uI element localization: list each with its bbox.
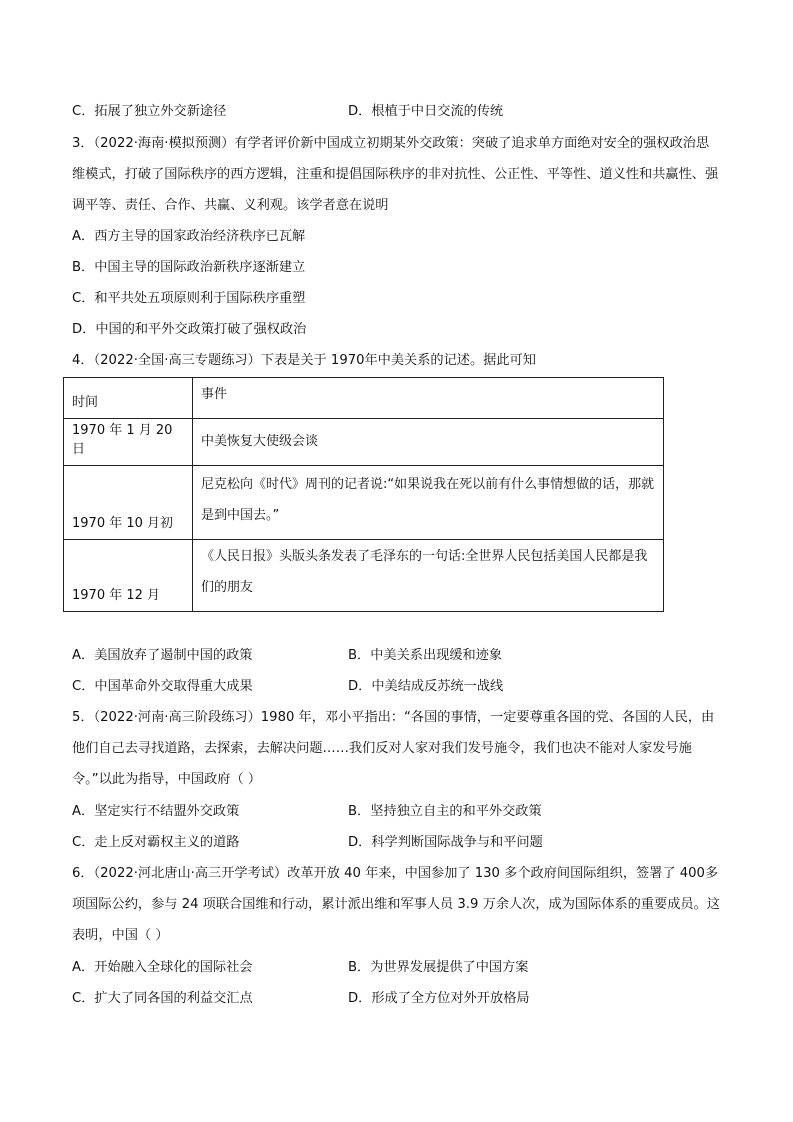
q4-option-c: C．中国革命外交取得重大成果 [72, 679, 253, 694]
table-header-time: 时间 [64, 378, 193, 419]
table-row [64, 419, 664, 466]
q5-option-a: A．坚定实行不结盟外交政策 [72, 804, 240, 819]
q6-options-row-cd [0, 989, 793, 1009]
q3-stem: 3．（2022·海南·模拟预测）有学者评价新中国成立初期某外交政策：突破了追求单方面绝对安全的强权政治思维模式，打破了国际秩序的西方逻辑，注重和提倡国际秩序的非对抗性、公正性、平等性、道义性和共赢性、强调平等、责任、合作、共赢、义利观。该学者意在说明 [72, 136, 719, 213]
q5-options-row-cd [0, 833, 793, 853]
q3-option-a: A．西方主导的国家政治经济秩序已瓦解 [72, 229, 306, 244]
q3-option-b: B．中国主导的国际政治新秩序逐渐建立 [72, 260, 306, 275]
q3-option-d: D．中国的和平外交政策打破了强权政治 [72, 322, 307, 337]
table-cell-time: 1970 年 10 月初 [64, 466, 193, 540]
q2-options-row-cd [0, 102, 793, 122]
table-cell-event: 《人民日报》头版头条发表了毛泽东的一句话:全世界人民包括美国人民都是我们的朋友 [193, 540, 664, 612]
table-cell-time: 1970 年 1 月 20日 [64, 419, 193, 466]
q4-options-row-ab [0, 646, 793, 666]
q4-option-a: A．美国放弃了遏制中国的政策 [72, 648, 253, 663]
table-header-event: 事件 [193, 378, 664, 419]
q6-stem: 6．（2022·河北唐山·高三开学考试）改革开放 40 年来，中国参加了 130 多个政府间国际组织，签署了 400多项国际公约，参与 24 项联合国维和行动，累计派出维和军事人员 3.9 万余人次，成为国际体系的重要成员。这表明，中国（ ） [72, 866, 720, 943]
q3-option-row-a [0, 227, 793, 247]
q5-option-b: B．坚持独立自主的和平外交政策 [348, 804, 542, 819]
q5-option-c: C．走上反对霸权主义的道路 [72, 835, 240, 850]
q5-options-row-ab [0, 802, 793, 822]
q3-option-row-b [0, 258, 793, 278]
q4-option-b: B．中美关系出现缓和迹象 [348, 648, 503, 663]
q5-option-d: D．科学判断国际战争与和平问题 [348, 835, 543, 850]
q4-events-table [63, 377, 664, 612]
q6-option-a: A．开始融入全球化的国际社会 [72, 960, 253, 975]
q3-option-row-c [0, 289, 793, 309]
q4-option-d: D．中美结成反苏统一战线 [348, 679, 504, 694]
table-row [64, 540, 664, 612]
table-cell-event: 尼克松向《时代》周刊的记者说:“如果说我在死以前有什么事情想做的话，那就是到中国去。” [193, 466, 664, 540]
table-header-row [64, 378, 664, 419]
q6-option-c: C．扩大了同各国的利益交汇点 [72, 991, 253, 1006]
q6-option-d: D．形成了全方位对外开放格局 [348, 991, 530, 1006]
q4-stem: 4．（2022·全国·高三专题练习）下表是关于 1970年中美关系的记述。据此可知 [72, 353, 536, 368]
q6-options-row-ab [0, 958, 793, 978]
q6-option-b: B．为世界发展提供了中国方案 [348, 960, 529, 975]
q2-option-c: C．拓展了独立外交新途径 [72, 104, 227, 119]
q3-option-c: C．和平共处五项原则利于国际秩序重塑 [72, 291, 306, 306]
q4-stem-row [0, 351, 793, 371]
table-cell-time: 1970 年 12 月 [64, 540, 193, 612]
table-row [64, 466, 664, 540]
q2-option-d: D．根植于中日交流的传统 [348, 104, 504, 119]
q5-stem: 5．（2022·河南·高三阶段练习）1980 年，邓小平指出：“各国的事情，一定要尊重各国的党、各国的人民，由他们自己去寻找道路，去探索，去解决问题……我们反对人家对我们发号施令，我们也决不能对人家发号施令。”以此为指导，中国政府（ ） [72, 710, 715, 787]
q3-option-row-d [0, 320, 793, 340]
q4-options-row-cd [0, 677, 793, 697]
table-cell-event: 中美恢复大使级会谈 [193, 419, 664, 466]
